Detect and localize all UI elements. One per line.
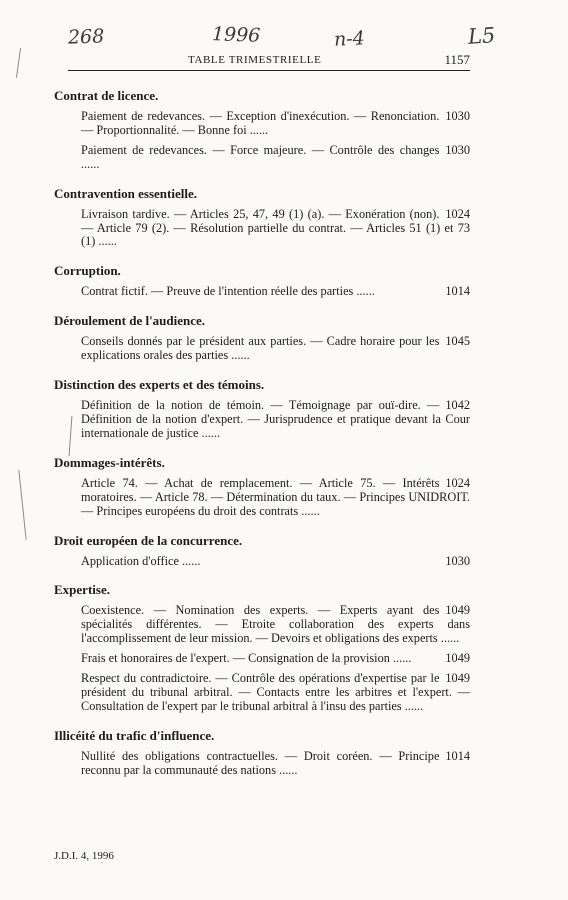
page-number: 1157 [444, 52, 470, 67]
entry-text: Nullité des obligations contractuelles. — Droit coréen. — Principe reconnu par la communauté des nations [81, 748, 440, 777]
index-entry [81, 604, 470, 646]
dot-leader: ...... [178, 553, 201, 568]
footer-citation: J.D.I. 4, 1996 [54, 850, 114, 862]
index-section [54, 186, 470, 250]
dot-leader: ...... [198, 425, 220, 440]
entry-page-ref: 1049 [445, 651, 470, 666]
entry-page-ref: 1045 [445, 334, 470, 349]
entry-page-ref: 1030 [445, 553, 470, 568]
entry-text: Paiement de redevances. — Exception d'inexécution. — Renonciation. — Proportionnalité. — Bonne foi [81, 109, 440, 137]
entry-text: Contrat fictif. — Preuve de l'intention réelle des parties [81, 284, 354, 299]
entry-text: Livraison tardive. — Articles 25, 47, 49 (1) (a). — Exonération (non). — Article 79 (2). — Résolution partielle du contrat. — Articles 51 (1) et 73 (1) [81, 206, 470, 249]
section-heading: Dommages-intérêts. [54, 454, 165, 470]
index-entry [81, 110, 470, 138]
dot-leader: ...... [275, 762, 298, 777]
entry-text: Frais et honoraires de l'expert. — Consignation de la provision [81, 651, 390, 666]
dot-leader: ...... [95, 234, 117, 249]
margin-mark [18, 470, 26, 540]
section-heading: Expertise. [54, 582, 110, 598]
entry-page-ref: 1042 [445, 398, 470, 413]
index-content [54, 88, 470, 792]
entry-page-ref: 1014 [445, 748, 470, 763]
dot-leader: ...... [437, 631, 460, 646]
dot-leader: ...... [389, 651, 412, 666]
entry-page-ref: 1049 [445, 671, 470, 686]
index-section [54, 728, 470, 778]
entry-text: Article 74. — Achat de remplacement. — Article 75. — Intérêts moratoires. — Article 78. — Détermination du taux. — Principes UNIDROIT. — Principes européens du droit des contrats [81, 475, 470, 518]
entry-text: Coexistence. — Nomination des experts. — Experts ayant des spécialités différentes. — Etroite collaboration des experts dans l'accomplissement de leur mission. — Devoirs et obligations des experts [81, 603, 470, 646]
dot-leader: ...... [353, 284, 375, 299]
dot-leader: ...... [228, 348, 250, 363]
entry-page-ref: 1024 [445, 475, 470, 490]
dot-leader: ...... [298, 503, 320, 518]
dot-leader: ...... [81, 156, 100, 171]
entry-page-ref: 1049 [445, 603, 470, 618]
handwritten-code: L5 [467, 23, 497, 49]
entry-page-ref: 1030 [445, 142, 470, 157]
section-heading: Droit européen de la concurrence. [54, 532, 243, 548]
handwritten-year: 1996 [211, 23, 261, 47]
running-head [68, 52, 470, 71]
section-heading: Contrat de licence. [54, 88, 159, 103]
entry-text: Conseils donnés par le président aux parties. — Cadre horaire pour les explications orales des parties [81, 334, 440, 363]
handwritten-issue: n-4 [333, 27, 366, 51]
index-entry [81, 652, 470, 666]
entry-text: Paiement de redevances. — Force majeure. — Contrôle des changes [81, 142, 440, 157]
dot-leader: ...... [401, 698, 424, 713]
index-section [54, 263, 470, 299]
index-section [54, 455, 470, 519]
running-head-title: TABLE TRIMESTRIELLE [188, 54, 322, 66]
section-heading: Corruption. [54, 263, 121, 279]
handwritten-annotations [0, 14, 568, 54]
index-entry [81, 555, 470, 569]
entry-text: Définition de la notion de témoin. — Témoignage par ouï-dire. — Définition de la notion d'expert. — Jurisprudence et pratique devant la Cour internationale de justice [81, 398, 470, 440]
index-entry [81, 208, 470, 250]
section-heading: Contravention essentielle. [54, 185, 197, 201]
section-heading: Illicéité du trafic d'influence. [54, 727, 215, 743]
dot-leader: ...... [246, 122, 269, 137]
index-section [54, 377, 470, 441]
index-section [54, 313, 470, 363]
index-entry [81, 477, 470, 519]
index-entry [81, 672, 470, 714]
index-entry [81, 335, 470, 363]
handwritten-number: 268 [67, 25, 105, 49]
entry-page-ref: 1014 [445, 284, 470, 299]
entry-text: Respect du contradictoire. — Contrôle des opérations d'expertise par le président du tribunal arbitral. — Contacts entre les arbitres et l'expert. — Consultation de l'expert par le tribunal arbitral à l'insu des parties [81, 671, 470, 713]
section-heading: Distinction des experts et des témoins. [54, 377, 265, 393]
entry-page-ref: 1024 [445, 206, 470, 221]
index-entry [81, 399, 470, 441]
index-entry [81, 144, 470, 172]
index-entry [81, 750, 470, 778]
entry-text: Application d'office [81, 553, 179, 568]
entry-page-ref: 1030 [445, 109, 470, 123]
index-section [54, 88, 470, 172]
index-section [54, 582, 470, 713]
index-entry [81, 285, 470, 299]
section-heading: Déroulement de l'audience. [54, 313, 206, 329]
index-section [54, 533, 470, 569]
